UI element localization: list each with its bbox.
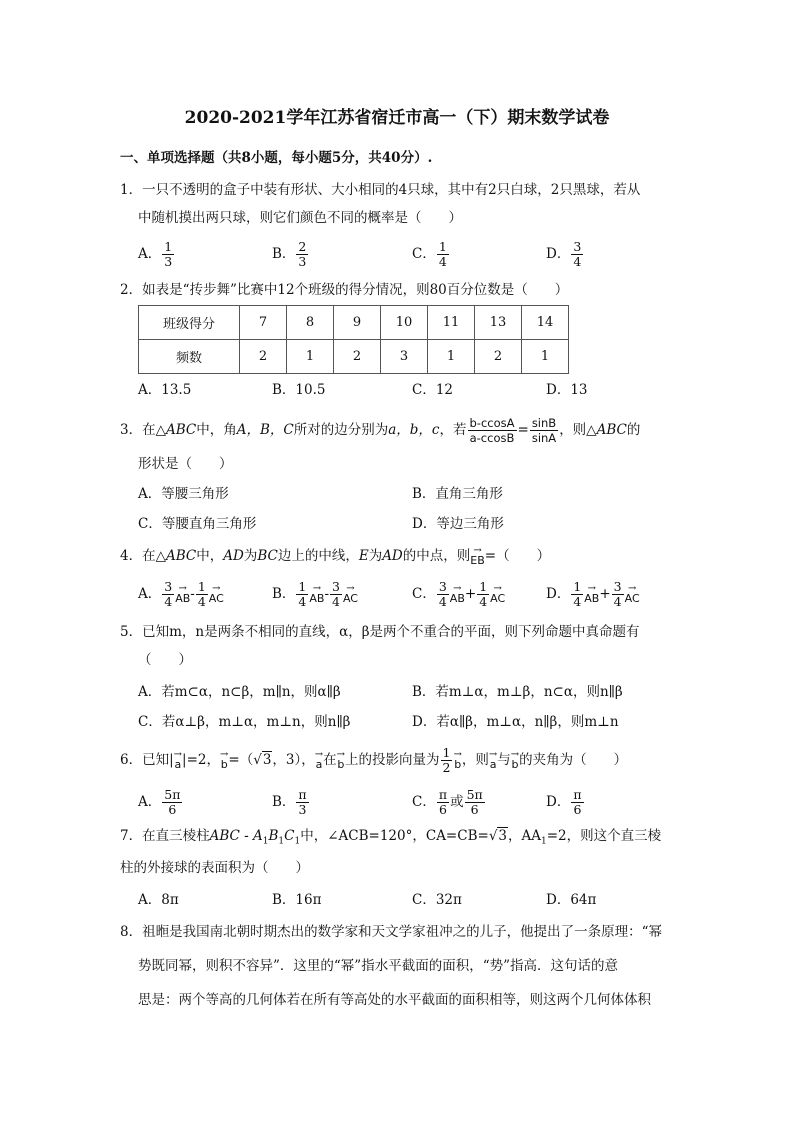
q5-option-a: A．若m⊂α，n⊂β，m∥n，则α∥β xyxy=(138,684,341,700)
table-row xyxy=(139,306,569,340)
q7-stem-line1: 7．在直三棱柱ABC - $A_1B_1C_1$中，∠ACB=120°，CA=CB=√3，$AA_1=2$，则这个直三棱 xyxy=(120,828,662,847)
q7-option-c: C．32π xyxy=(412,892,462,908)
q4-option-d: D． $\frac{1}{4}$ → AB + $\frac{3}{4}$ → AC xyxy=(546,579,640,609)
q2-stem: 2．如表是“抟步舞”比赛中12个班级的得分情况，则80百分位数是（ ） xyxy=(120,282,569,298)
table-cell: 1 xyxy=(522,340,569,374)
q4-option-c: C． $\frac{3}{4}$ → AB + $\frac{1}{4}$ → AC xyxy=(412,579,506,609)
q4-option-b: B． $\frac{1}{4}$ → AB - $\frac{3}{4}$ → AC xyxy=(272,579,358,609)
q7-option-b: B．16π xyxy=(272,892,322,908)
section-heading: 一、单项选择题（共8小题，每小题5分，共40分）. xyxy=(120,150,433,166)
q3-option-d: D．等边三角形 xyxy=(412,516,504,532)
table-cell: 1 xyxy=(287,340,334,374)
q2-option-d: D．13 xyxy=(546,382,588,398)
table-header-frequency: 频数 xyxy=(139,340,240,374)
table-cell: 11 xyxy=(428,306,475,340)
q8-stem-line3: 思是：两个等高的几何体若在所有等高处的水平截面的面积相等，则这两个几何体体积 xyxy=(138,992,651,1008)
table-cell: 10 xyxy=(381,306,428,340)
q7-stem-line2: 柱的外接球的表面积为（ ） xyxy=(120,860,309,876)
score-frequency-table xyxy=(138,305,569,374)
q5-option-b: B．若m⊥α，m⊥β，n⊂α，则n∥β xyxy=(412,684,623,700)
q4-option-a: A． $\frac{3}{4}$ → AB - $\frac{1}{4}$ → AC xyxy=(138,579,224,609)
q1-stem-line1: 1．一只不透明的盒子中装有形状、大小相同的4只球，其中有2只白球，2只黑球，若从 xyxy=(120,182,641,198)
q3-option-c: C．等腰直角三角形 xyxy=(138,516,257,532)
table-cell: 1 xyxy=(428,340,475,374)
table-cell: 3 xyxy=(381,340,428,374)
q6-option-c: C． $\frac{\pi}{6}$ 或 $\frac{5\pi}{6}$ xyxy=(412,787,483,817)
table-cell: 2 xyxy=(240,340,287,374)
q6-stem: 6．已知| → a |=2， → b =（√3，3）， → a 在 → b 上的投影向量为 $\frac{1}{2}$ → b ，则 → a 与 → b 的夹角为（ ） xyxy=(120,745,628,775)
q3-stem-line2: 形状是（ ） xyxy=(138,456,233,472)
q8-stem-line2: 势既同幂，则积不容异”．这里的“幂”指水平截面的面积，“势”指高．这句话的意 xyxy=(138,958,619,974)
table-header-score: 班级得分 xyxy=(139,306,240,340)
q3-stem-line1: 3．在△ABC中，角A，B，C所对的边分别为a，b，c，若 $\frac{b-ccosA}{a-ccosB}$ = $\frac{\sin B}{\sin A}$ ，则△ABC的 xyxy=(120,416,641,445)
q3-option-a: A．等腰三角形 xyxy=(138,486,229,502)
q7-option-d: D．64π xyxy=(546,892,597,908)
q5-option-d: D．若α∥β，m⊥α，n∥β，则m⊥n xyxy=(412,714,619,730)
q5-option-c: C．若α⊥β，m⊥α，m⊥n，则n∥β xyxy=(138,714,351,730)
q1-stem-line2: 中随机摸出两只球，则它们颜色不同的概率是（ ） xyxy=(138,210,462,226)
exam-title: 2020-2021学年江苏省宿迁市高一（下）期末数学试卷 xyxy=(184,108,610,128)
table-cell: 2 xyxy=(475,340,522,374)
q1-option-a: A． $\frac{1}{3}$ xyxy=(138,239,173,269)
table-cell: 9 xyxy=(334,306,381,340)
q6-option-b: B． $\frac{\pi}{3}$ xyxy=(272,787,307,817)
table-row xyxy=(139,340,569,374)
q6-option-d: D． $\frac{\pi}{6}$ xyxy=(546,787,582,817)
table-cell: 14 xyxy=(522,306,569,340)
q5-stem-line1: 5．已知m，n是两条不相同的直线，α，β是两个不重合的平面，则下列命题中真命题有 xyxy=(120,624,640,640)
table-cell: 13 xyxy=(475,306,522,340)
q7-option-a: A．8π xyxy=(138,892,179,908)
q1-option-c: C． $\frac{1}{4}$ xyxy=(412,239,447,269)
q2-option-a: A．13.5 xyxy=(138,382,192,398)
q8-stem-line1: 8．祖暅是我国南北朝时期杰出的数学家和天文学家祖冲之的儿子，他提出了一条原理：“幂 xyxy=(120,924,662,940)
q4-stem: 4．在△ABC中，AD为BC边上的中线，E为AD的中点，则 → EB =（ ） xyxy=(120,544,551,567)
table-cell: 8 xyxy=(287,306,334,340)
q6-option-a: A． $\frac{5\pi}{6}$ xyxy=(138,787,181,817)
table-cell: 7 xyxy=(240,306,287,340)
q3-option-b: B．直角三角形 xyxy=(412,486,503,502)
q2-option-c: C．12 xyxy=(412,382,454,398)
q1-option-b: B． $\frac{2}{3}$ xyxy=(272,239,307,269)
q5-stem-line2: （ ） xyxy=(138,652,192,668)
table-cell: 2 xyxy=(334,340,381,374)
q1-option-d: D． $\frac{3}{4}$ xyxy=(546,239,582,269)
q2-option-b: B．10.5 xyxy=(272,382,326,398)
